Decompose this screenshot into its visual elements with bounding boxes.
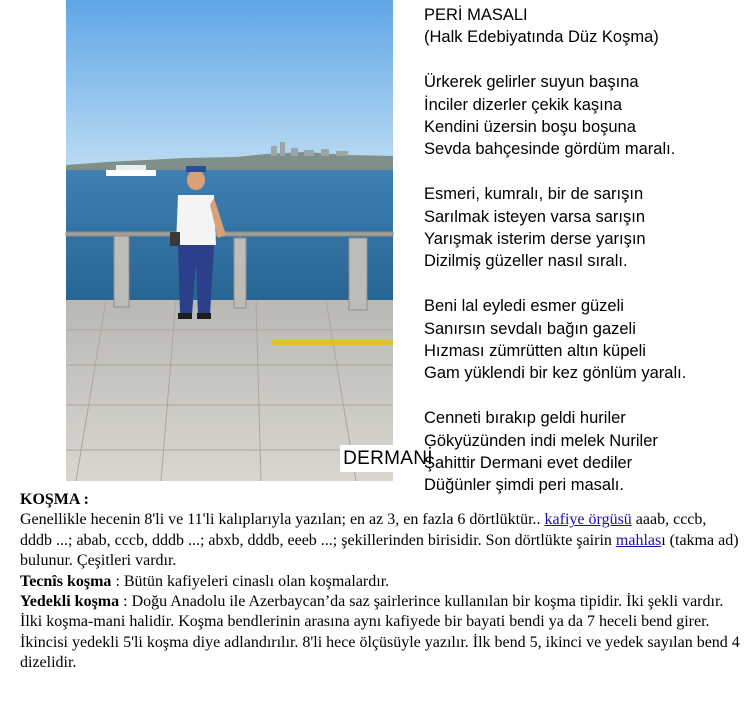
kafiye-orgusu-link[interactable]: kafiye örgüsü bbox=[544, 511, 632, 529]
poem-line: İnciler dizerler çekik kaşına bbox=[424, 95, 623, 114]
poem-line: Sarılmak isteyen varsa sarışın bbox=[424, 207, 645, 226]
poem-line: Düğünler şimdi peri masalı. bbox=[424, 476, 624, 495]
seaside-photo-illustration bbox=[66, 0, 393, 481]
poem bbox=[424, 4, 754, 495]
poem-line: Ürkerek gelirler suyun başına bbox=[424, 73, 639, 92]
poem-line: Şahittir Dermani evet dediler bbox=[424, 454, 633, 473]
poem-line: Yarışmak isterim derse yarışın bbox=[424, 230, 646, 249]
poem-stanza-4 bbox=[424, 407, 754, 497]
poem-line: Sevda bahçesinde gördüm maralı. bbox=[424, 140, 676, 159]
tecnis-paragraph: Tecnîs koşma : Bütün kafiyeleri cinaslı olan koşmalardır. bbox=[20, 572, 390, 590]
poem-line: Gam yüklendi bir kez gönlüm yaralı. bbox=[424, 364, 687, 383]
poem-stanza-1 bbox=[424, 71, 754, 161]
poem-line: Hızması zümrütten altın küpeli bbox=[424, 342, 646, 361]
poem-line: Kendini üzersin boşu boşuna bbox=[424, 118, 636, 137]
article-paragraph-1: Genellikle hecenin 8'li ve 11'li kalıplarıyla yazılan; en az 3, en fazla 6 dörtlüktür.. kafiye örgüsü aaab, cccb, dddb ...; abab, cccb, dddb ...; abxb, dddb, eeeb ...; şekillerinden birisidir. Son dörtlükte şairin mahlası (takma ad) bulunur. Çeşitleri vardır. bbox=[20, 511, 739, 570]
photo-caption: DERMANİ bbox=[340, 445, 436, 472]
poem-line: Cenneti bırakıp geldi huriler bbox=[424, 409, 626, 428]
poem-line: Dizilmiş güzeller nasıl sıralı. bbox=[424, 252, 628, 271]
sky bbox=[66, 0, 393, 170]
yedekli-paragraph: Yedekli koşma : Doğu Anadolu ile Azerbaycan’da saz şairlerince kullanılan bir koşma tipidir. İki şekli vardır. İlki koşma-mani halidir. Koşma bendlerinin arasına aynı kafiyede bir bayati bendi ya da 7 heceli bend girer. İkincisi yedekli 5'li koşma diye adlandırılır. 8'li hece ölçüsüyle yazılır. İlk bend 5, ikinci ve yedek sayılan bend 4 dizelidir. bbox=[20, 593, 740, 672]
poem-title: PERİ MASALI bbox=[424, 6, 528, 24]
kosma-article bbox=[20, 490, 740, 674]
poet-photo bbox=[66, 0, 433, 481]
tecnis-label: Tecnîs koşma bbox=[20, 572, 112, 590]
poem-line: Gökyüzünden indi melek Nuriler bbox=[424, 431, 658, 450]
poem-stanza-2 bbox=[424, 183, 754, 273]
article-heading: KOŞMA : bbox=[20, 491, 89, 508]
yellow-line bbox=[271, 340, 393, 345]
poem-line: Sanırsın sevdalı bağın gazeli bbox=[424, 319, 636, 338]
poem-stanza-3 bbox=[424, 295, 754, 385]
poem-line: Beni lal eyledi esmer güzeli bbox=[424, 297, 624, 316]
mahlas-link[interactable]: mahlas bbox=[615, 531, 662, 549]
yedekli-label: Yedekli koşma bbox=[20, 593, 120, 611]
poem-line: Esmeri, kumralı, bir de sarışın bbox=[424, 185, 644, 204]
poem-subtitle: (Halk Edebiyatında Düz Koşma) bbox=[424, 28, 659, 47]
